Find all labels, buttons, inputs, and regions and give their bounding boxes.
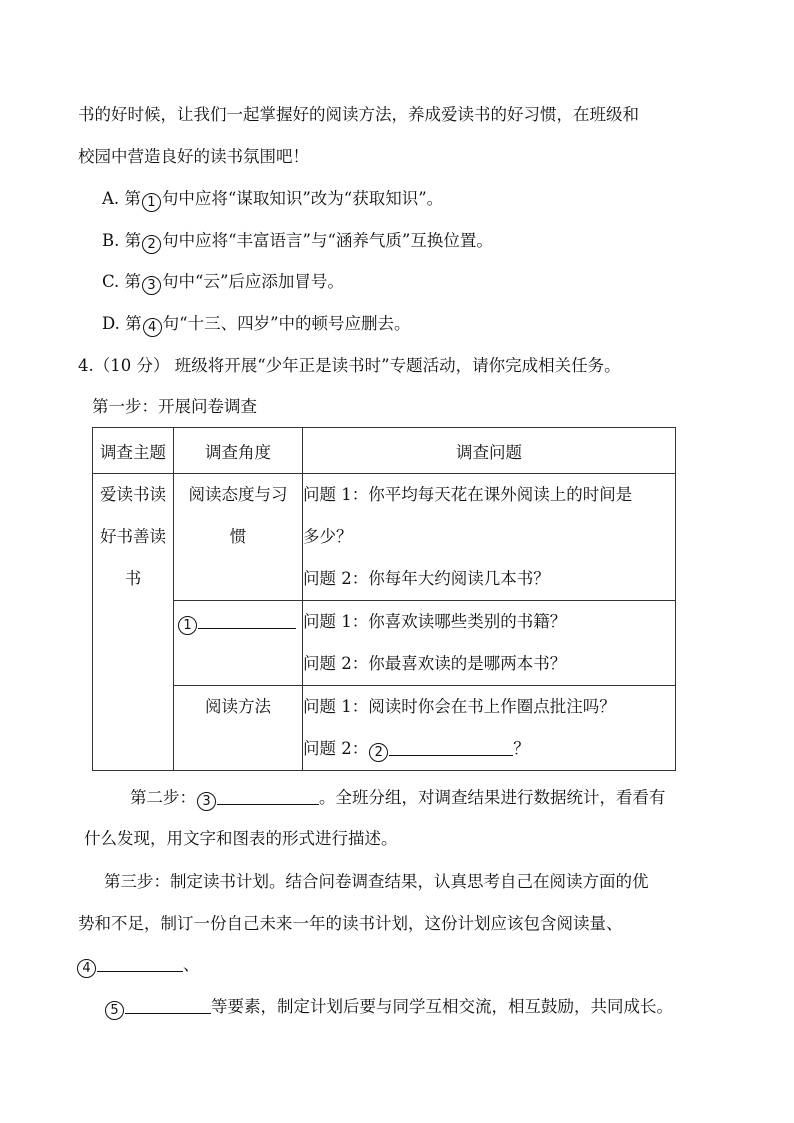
question-cell [303, 474, 676, 601]
question-pre: 问题 2： [303, 739, 369, 758]
step2-line-1 [130, 787, 666, 811]
option-a [102, 188, 443, 212]
topic-line: 好书善读 [100, 527, 166, 546]
option-letter: B. [102, 231, 120, 250]
circled-number: 4 [143, 318, 162, 337]
question-text: 班级将开展“少年正是读书时”专题活动，请你完成相关任务。 [174, 356, 621, 375]
table-row [93, 686, 676, 771]
intro-line-1: 书的好时候，让我们一起掌握好的阅读方法，养成爱读书的好习惯，在班级和 [78, 105, 639, 124]
topic-line: 书 [124, 569, 142, 588]
question-line [303, 728, 675, 770]
table-row [93, 601, 676, 686]
circled-number: 1 [178, 616, 197, 635]
fill-blank[interactable] [125, 997, 211, 1014]
question-line: 问题 2：你最喜欢读的是哪两本书？ [303, 654, 567, 673]
topic-line: 爱读书读 [100, 485, 166, 504]
option-letter: C. [102, 272, 120, 291]
question-line: 问题 1：你平均每天花在课外阅读上的时间是 [303, 485, 633, 504]
option-pre: 第 [124, 231, 142, 250]
step2-pre: 第二步： [130, 788, 196, 807]
header-question: 调查问题 [303, 428, 676, 474]
question-line: 问题 1：阅读时你会在书上作圈点批注吗？ [303, 697, 616, 716]
step2-line-2: 什么发现，用文字和图表的形式进行描述。 [84, 829, 398, 848]
question-4 [78, 355, 621, 377]
option-text: 句中应将“丰富语言”与“涵养气质”互换位置。 [162, 231, 493, 250]
option-b [102, 230, 493, 254]
question-line: 问题 1：你喜欢读哪些类别的书籍？ [303, 612, 567, 631]
option-letter: D. [102, 314, 120, 333]
option-c [102, 271, 344, 295]
option-pre: 第 [125, 314, 142, 333]
question-cell [303, 686, 676, 771]
step3-line-1: 第三步：制定读书计划。结合问卷调查结果，认真思考自己在阅读方面的优 [104, 872, 649, 891]
intro-line-2: 校园中营造良好的读书氛围吧！ [78, 147, 309, 166]
option-d [102, 313, 411, 337]
step2-post: 。全班分组，对调查结果进行数据统计，看看有 [319, 788, 666, 807]
option-text: 句中“云”后应添加冒号。 [162, 272, 344, 291]
option-text: 句中应将“谋取知识”改为“获取知识”。 [161, 189, 444, 208]
circled-number: 1 [142, 193, 161, 212]
angle-line: 阅读方法 [205, 697, 271, 716]
table-header-row [93, 428, 676, 474]
circled-number: 5 [105, 1001, 124, 1020]
topic-cell [93, 474, 174, 771]
option-pre: 第 [124, 189, 141, 208]
question-line: 多少？ [303, 527, 353, 546]
angle-blank-line [177, 601, 302, 643]
header-topic: 调查主题 [93, 428, 174, 474]
angle-cell [174, 686, 303, 771]
question-score: （10 分） [93, 356, 170, 375]
step1-title: 第一步：开展问卷调查 [92, 397, 257, 416]
option-pre: 第 [124, 272, 142, 291]
angle-cell-blank [174, 601, 303, 686]
step3-post: 等要素，制定计划后要与同学互相交流，相互鼓励，共同成长。 [211, 997, 673, 1016]
question-line: 问题 2：你每年大约阅读几本书？ [303, 569, 550, 588]
step3-line-3 [76, 954, 200, 978]
circled-number: 2 [369, 743, 388, 762]
circled-number: 3 [142, 276, 161, 295]
step3-line-4 [104, 996, 673, 1020]
angle-line: 惯 [229, 527, 247, 546]
step3-sep: 、 [183, 955, 200, 974]
option-letter: A. [102, 189, 120, 208]
fill-blank[interactable] [198, 612, 296, 629]
survey-table [92, 427, 676, 771]
fill-blank[interactable] [217, 788, 319, 805]
table-row [93, 474, 676, 601]
fill-blank[interactable] [389, 739, 513, 756]
step3-line-2: 势和不足，制订一份自己未来一年的读书计划，这份计划应该包含阅读量、 [78, 914, 623, 933]
question-post: ？ [513, 739, 530, 758]
question-number: 4. [78, 356, 94, 375]
circled-number: 2 [142, 235, 161, 254]
fill-blank[interactable] [97, 955, 183, 972]
angle-cell [174, 474, 303, 601]
header-angle: 调查角度 [174, 428, 303, 474]
circled-number: 4 [77, 959, 96, 978]
question-cell [303, 601, 676, 686]
circled-number: 3 [197, 792, 216, 811]
angle-line: 阅读态度与习 [188, 485, 288, 504]
option-text: 句“十三、四岁”中的顿号应删去。 [162, 314, 411, 333]
